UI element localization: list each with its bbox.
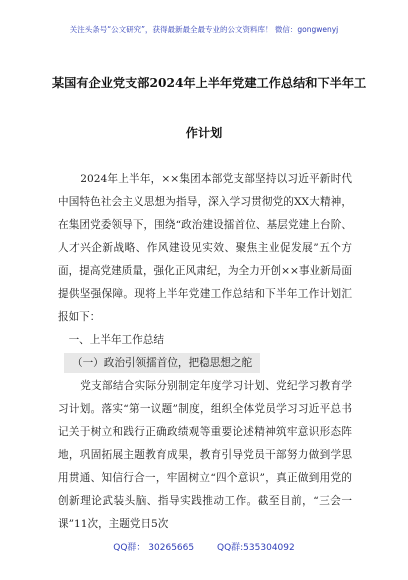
document-title-line-1: 某国有企业党支部2024年上半年党建工作总结和下半年工 [52,76,367,90]
footer-qq-group-2: QQ群:535304092 [216,543,295,553]
footer-qq-group-1: QQ群： 30265665 [113,543,195,553]
intro-paragraph: 2024年上半年，××集团本部党支部坚持以习近平新时代中国特色社会主义思想为指导，深入学习贯彻党的XX大精神，在集团党委领导下，围绕“政治建设擂首位、基层党建上台阶、人才兴企新战略、作风建设见实效、聚焦主业促发展”五个方面，提高党建质量，强化正风肃纪，为全力开创××事业新局面提供坚强保障。现将上半年党建工作总结和下半年工作计划汇报如下： [58,173,352,323]
document-body [58,168,352,536]
section-heading: 一、上半年工作总结 [68,334,164,346]
body-paragraph: 党支部结合实际分别制定年度学习计划、党纪学习教育学习计划。落实“第一议题”制度，组织全体党员学习习近平总书记关于树立和践行正确政绩观等重要论述精神筑牢意识形态阵地，巩固拓展主题教育成果，教育引导党员干部努力做到学思用贯通、知信行合一，牢固树立“四个意识”，真正做到用党的创新理论武装头脑、指导实践推动工作。截至目前，“三会一课”11次，主题党日5次 [58,380,352,530]
header-banner: 关注头条号“公文研究”，获得最新最全最专业的公文资料库！ 微信：gongwenyj [69,25,339,34]
subsection-heading: （一）政治引领擂首位，把稳思想之舵 [64,353,260,373]
subsection-heading-wrap [64,352,352,375]
document-title-line-2: 作计划 [185,126,223,140]
footer [0,540,408,553]
